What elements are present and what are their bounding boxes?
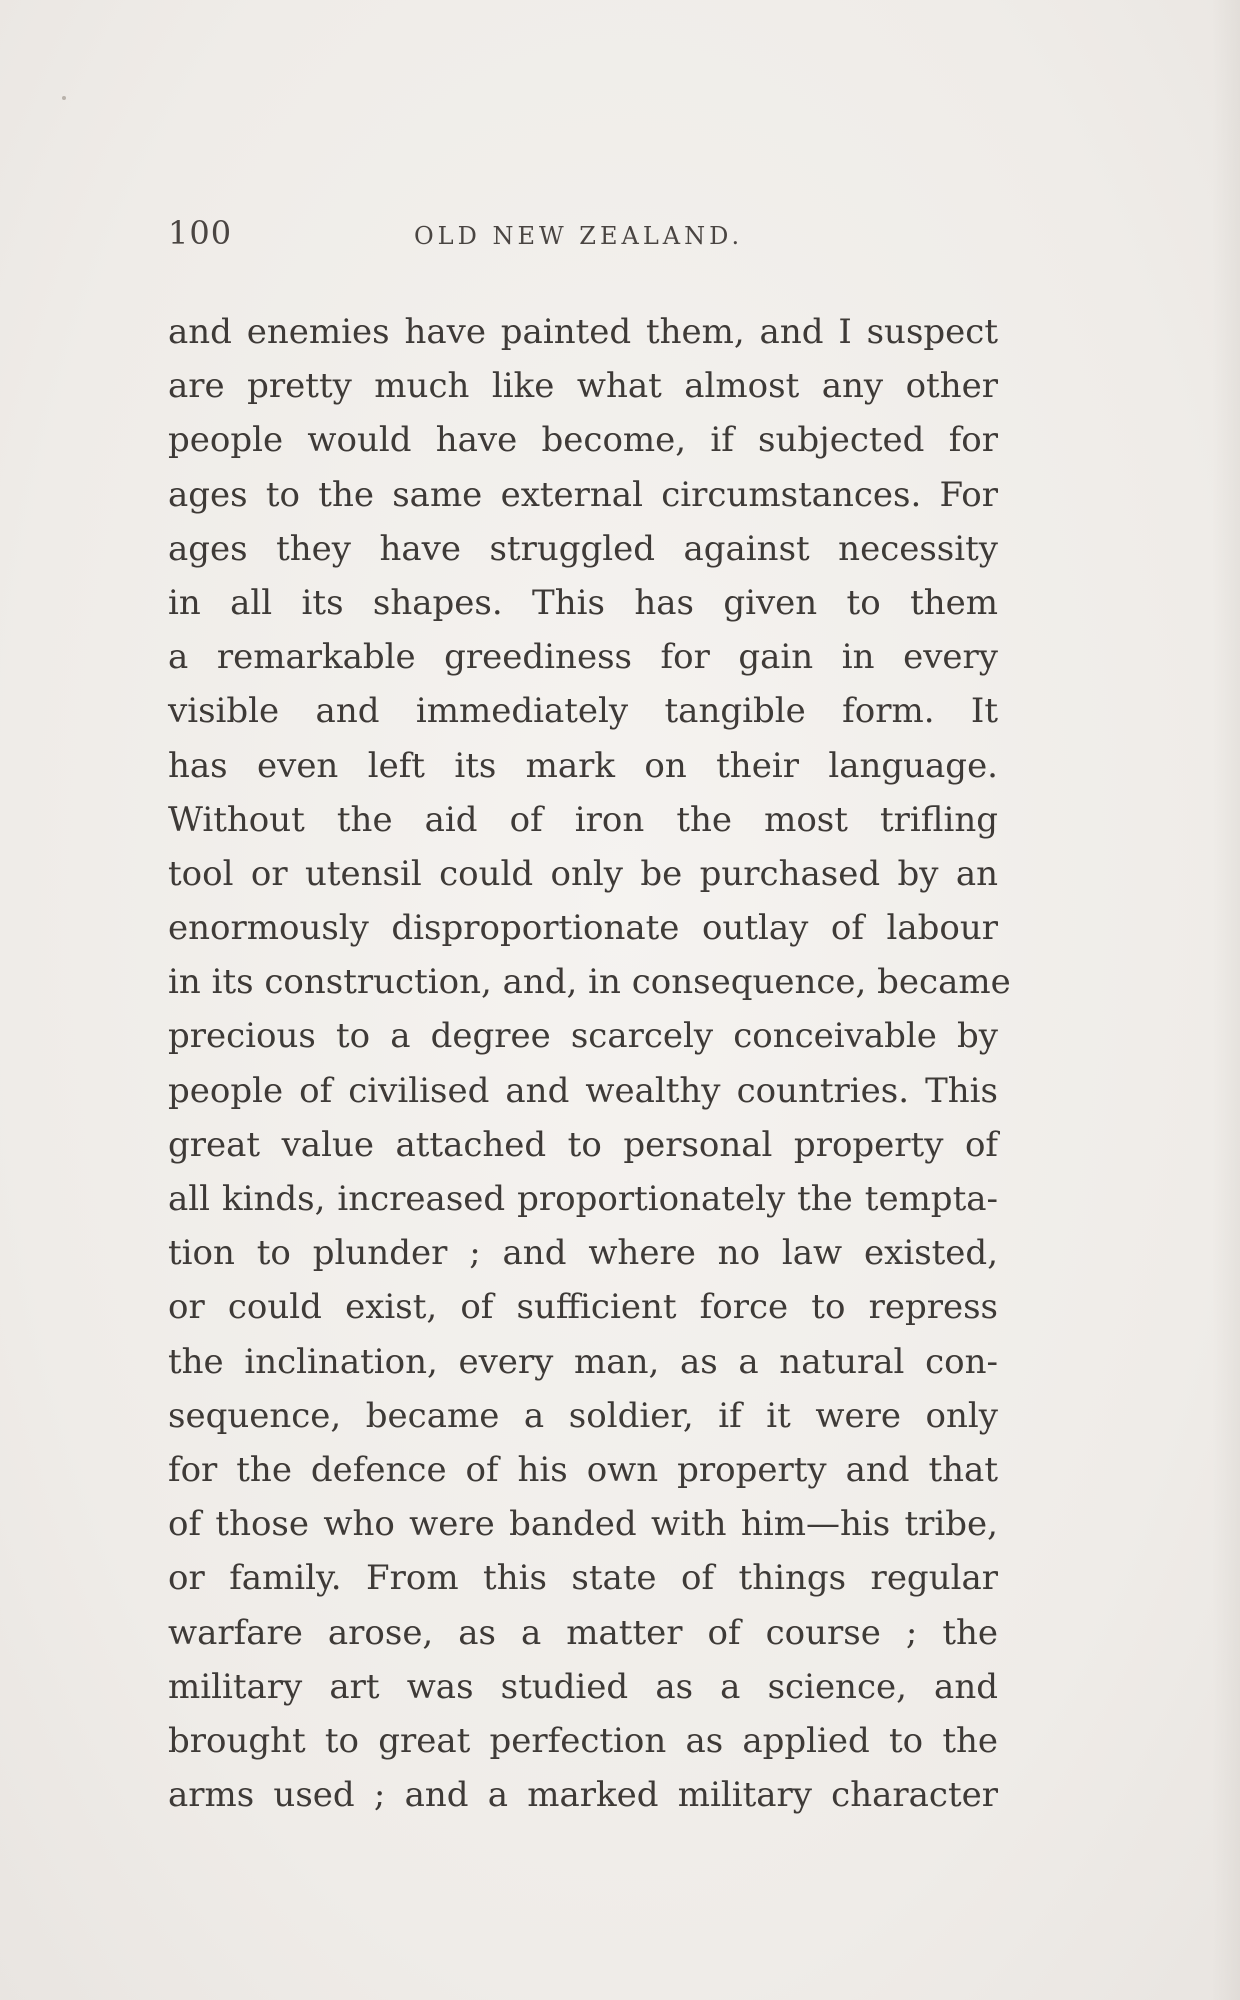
body-text xyxy=(168,305,1011,1822)
text-line: or family. From this state of things regular xyxy=(168,1558,998,1599)
text-line: sequence, became a soldier, if it were only xyxy=(168,1395,998,1436)
text-line: in all its shapes. This has given to them xyxy=(168,582,998,623)
text-line: tool or utensil could only be purchased by an xyxy=(168,853,998,894)
text-line: and enemies have painted them, and I suspect xyxy=(168,312,998,352)
text-line: people of civilised and wealthy countries. This xyxy=(168,1070,998,1111)
text-line: brought to great perfection as applied to the xyxy=(168,1720,998,1761)
text-line: in its construction, and, in consequence, became xyxy=(168,962,1011,1003)
text-line: are pretty much like what almost any other xyxy=(168,366,998,407)
text-line: ages they have struggled against necessity xyxy=(168,528,998,569)
paper-speck xyxy=(62,96,66,100)
text-line: all kinds, increased proportionately the tempta- xyxy=(168,1179,998,1219)
text-line: tion to plunder ; and where no law existed, xyxy=(168,1233,998,1274)
page-edge-shadow xyxy=(1212,0,1240,2000)
page-number: 100 xyxy=(168,214,233,252)
text-line: or could exist, of sufficient force to repress xyxy=(168,1287,998,1328)
text-line: visible and immediately tangible form. It xyxy=(168,691,998,732)
text-line: ages to the same external circumstances. For xyxy=(168,474,998,515)
text-line: Without the aid of iron the most trifling xyxy=(168,799,998,840)
text-line: great value attached to personal property of xyxy=(168,1124,998,1165)
running-title: OLD NEW ZEALAND. xyxy=(414,222,744,250)
text-line: has even left its mark on their language. xyxy=(168,745,998,786)
text-line: of those who were banded with him—his tribe, xyxy=(168,1504,998,1545)
running-head xyxy=(168,214,998,264)
text-line: warfare arose, as a matter of course ; the xyxy=(168,1612,998,1653)
text-line: enormously disproportionate outlay of labour xyxy=(168,908,998,949)
text-line: people would have become, if subjected for xyxy=(168,420,998,461)
text-line: military art was studied as a science, and xyxy=(168,1666,998,1707)
text-line: precious to a degree scarcely conceivable by xyxy=(168,1016,998,1057)
text-line: a remarkable greediness for gain in every xyxy=(168,637,998,678)
text-line: the inclination, every man, as a natural con- xyxy=(168,1341,998,1382)
text-line: for the defence of his own property and that xyxy=(168,1449,998,1490)
text-line: arms used ; and a marked military character xyxy=(168,1775,998,1816)
